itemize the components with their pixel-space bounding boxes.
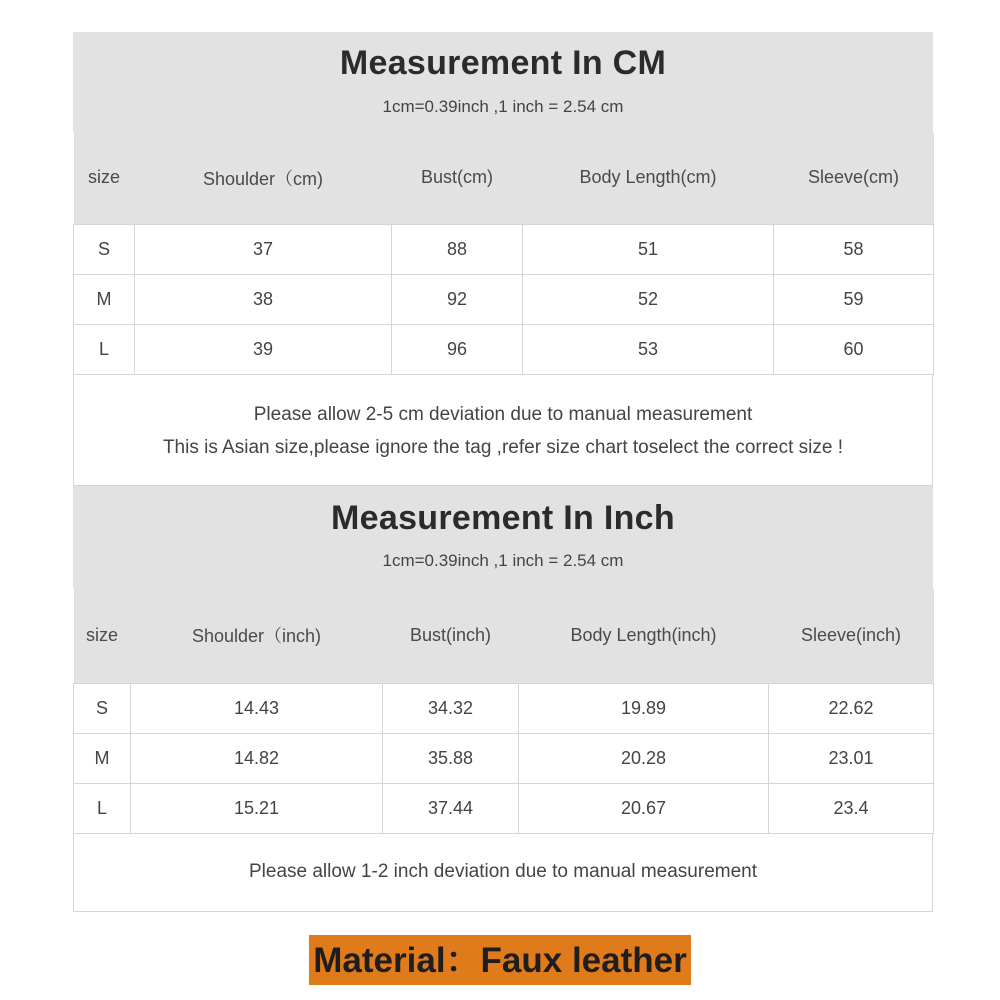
cm-header-size: size: [74, 132, 135, 224]
cm-cell-body-length: 52: [523, 274, 774, 324]
cm-cell-shoulder: 39: [135, 324, 392, 374]
inch-cell-shoulder: 15.21: [131, 783, 383, 833]
inch-header-row: [74, 588, 934, 683]
inch-header-body-length: Body Length(inch): [519, 588, 769, 683]
cm-cell-bust: 96: [392, 324, 523, 374]
inch-cell-size: S: [74, 683, 131, 733]
inch-title: Measurement In Inch: [331, 499, 675, 537]
inch-header-bust: Bust(inch): [383, 588, 519, 683]
inch-title-block: [73, 486, 933, 548]
cm-note-asian-size: This is Asian size,please ignore the tag ,refer size chart toselect the correct size !: [162, 436, 844, 458]
inch-cell-sleeve: 22.62: [769, 683, 934, 733]
cm-header-sleeve: Sleeve(cm): [774, 132, 934, 224]
material-wrap: [0, 935, 1000, 985]
cm-cell-body-length: 51: [523, 224, 774, 274]
inch-header-sleeve: Sleeve(inch): [769, 588, 934, 683]
cm-cell-shoulder: 37: [135, 224, 392, 274]
cm-cell-size: L: [74, 324, 135, 374]
table-row: [74, 733, 934, 783]
cm-cell-bust: 88: [392, 224, 523, 274]
inch-cell-body-length: 19.89: [519, 683, 769, 733]
inch-cell-bust: 35.88: [383, 733, 519, 783]
cm-header-bust: Bust(cm): [392, 132, 523, 224]
inch-note-deviation: Please allow 1-2 inch deviation due to manual measurement: [248, 860, 758, 882]
inch-cell-sleeve: 23.01: [769, 733, 934, 783]
table-row: [74, 783, 934, 833]
table-row: [74, 274, 934, 324]
table-row: [74, 683, 934, 733]
inch-cell-bust: 37.44: [383, 783, 519, 833]
inch-cell-size: L: [74, 783, 131, 833]
cm-note-deviation: Please allow 2-5 cm deviation due to manual measurement: [253, 403, 753, 425]
inch-header-size: size: [74, 588, 131, 683]
table-row: [74, 224, 934, 274]
cm-header-body-length: Body Length(cm): [523, 132, 774, 224]
material-label: Material：Faux leather: [309, 935, 690, 985]
cm-cell-sleeve: 58: [774, 224, 934, 274]
cm-table-wrap: [73, 132, 933, 486]
cm-header-shoulder: Shoulder（cm): [135, 132, 392, 224]
cm-title: Measurement In CM: [339, 44, 667, 82]
inch-cell-shoulder: 14.43: [131, 683, 383, 733]
inch-table-wrap: [73, 588, 933, 912]
inch-subtitle-block: [73, 546, 933, 588]
inch-cell-shoulder: 14.82: [131, 733, 383, 783]
cm-cell-shoulder: 38: [135, 274, 392, 324]
inch-cell-sleeve: 23.4: [769, 783, 934, 833]
cm-cell-size: S: [74, 224, 135, 274]
inch-header-shoulder: Shoulder（inch): [131, 588, 383, 683]
table-row: [74, 324, 934, 374]
cm-cell-size: M: [74, 274, 135, 324]
inch-cell-body-length: 20.67: [519, 783, 769, 833]
inch-cell-size: M: [74, 733, 131, 783]
cm-cell-sleeve: 60: [774, 324, 934, 374]
inch-cell-body-length: 20.28: [519, 733, 769, 783]
cm-note: [73, 375, 933, 486]
inch-note: [73, 834, 933, 912]
inch-subtitle: 1cm=0.39inch ,1 inch = 2.54 cm: [382, 551, 624, 570]
cm-cell-bust: 92: [392, 274, 523, 324]
cm-subtitle: 1cm=0.39inch ,1 inch = 2.54 cm: [382, 97, 624, 116]
cm-subtitle-block: [73, 92, 933, 132]
cm-header-row: [74, 132, 934, 224]
cm-cell-sleeve: 59: [774, 274, 934, 324]
inch-size-table: [73, 588, 934, 834]
cm-size-table: [73, 132, 934, 375]
cm-cell-body-length: 53: [523, 324, 774, 374]
inch-cell-bust: 34.32: [383, 683, 519, 733]
